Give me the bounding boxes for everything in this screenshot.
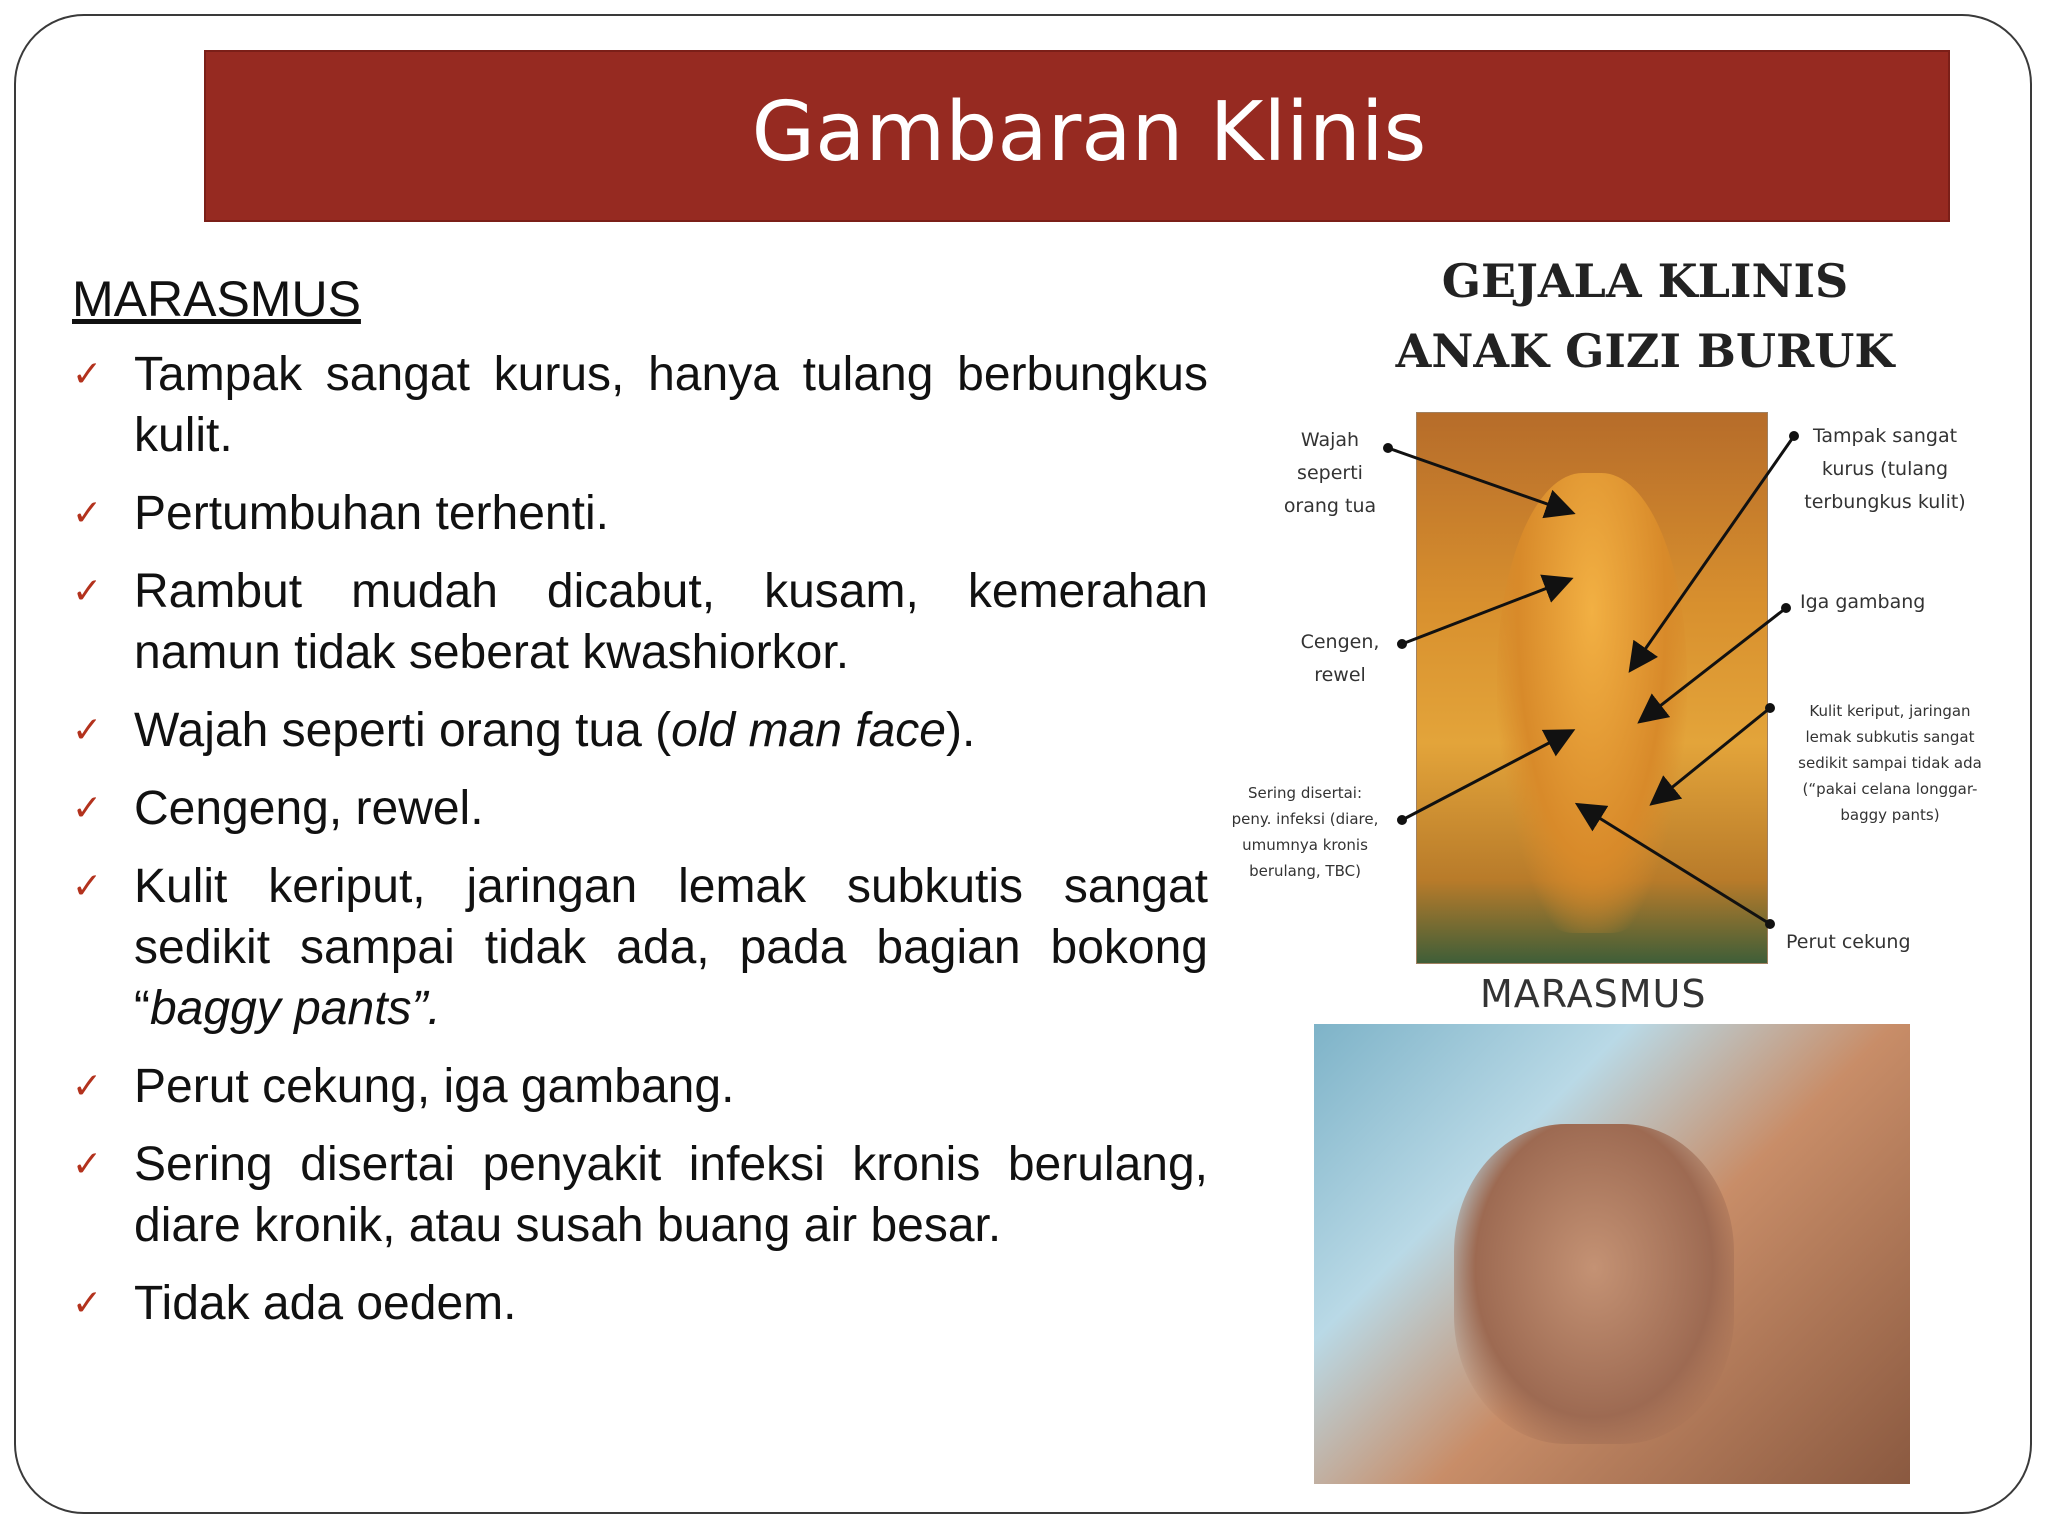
bullet-item: [72, 1273, 1208, 1334]
label-cengeng: Cengen, rewel: [1300, 631, 1380, 686]
label-sering: Sering disertai: peny. infeksi (diare, umumnya kronis berulang, TBC): [1231, 784, 1379, 880]
bullet-text-before: Kulit keriput, jaringan lemak subkutis sangat sedikit sampai tidak ada, pada bagian bokong “: [134, 860, 1208, 1035]
bullet-item: [72, 483, 1208, 544]
check-icon: ✓: [72, 493, 103, 534]
leader-dot: [1765, 703, 1775, 713]
slide-title: Gambaran Klinis: [751, 84, 1427, 180]
leader-dot: [1781, 603, 1791, 613]
bullet-text-after: ).: [946, 704, 976, 757]
bullet-text: Sering disertai penyakit infeksi kronis berulang, diare kronik, atau susah buang air besar.: [134, 1138, 1208, 1252]
bullet-text: Pertumbuhan terhenti.: [134, 487, 609, 540]
leader-dot: [1397, 639, 1407, 649]
bullet-text: Cengeng, rewel.: [134, 782, 484, 835]
bullet-text: Rambut mudah dicabut, kusam, kemerahan namun tidak seberat kwashiorkor.: [134, 565, 1208, 679]
label-wajah: Wajah seperti orang tua: [1283, 429, 1377, 517]
leader-kulit: [1654, 708, 1770, 802]
infographic-title-line: GEJALA KLINIS: [1441, 254, 1849, 308]
label-kulit: Kulit keriput, jaringan lemak subkutis sangat sedikit sampai tidak ada (“pakai celana longgar-baggy pants): [1798, 702, 1982, 824]
check-icon: ✓: [72, 1283, 103, 1324]
bullet-item: [72, 778, 1208, 839]
bullet-item: [72, 1056, 1208, 1117]
bullet-item: [72, 344, 1208, 466]
leader-perut: [1580, 806, 1770, 924]
label-tampak: Tampak sangat kurus (tulang terbungkus kulit): [1804, 425, 1966, 513]
section-heading: MARASMUS: [72, 271, 361, 327]
leader-dot: [1765, 919, 1775, 929]
infographic-title-line: ANAK GIZI BURUK: [1395, 324, 1895, 378]
leader-sering: [1402, 732, 1570, 820]
leader-lines: [1230, 236, 1990, 1016]
leader-dot: [1383, 443, 1393, 453]
check-icon: ✓: [72, 788, 103, 829]
title-bar: [204, 50, 1950, 222]
check-icon: ✓: [72, 1144, 103, 1185]
bullet-item: [72, 1134, 1208, 1256]
bullet-list: [72, 344, 1208, 1334]
check-icon: ✓: [72, 866, 103, 907]
check-icon: ✓: [72, 571, 103, 612]
check-icon: ✓: [72, 1066, 103, 1107]
check-icon: ✓: [72, 354, 103, 395]
bullet-item: [72, 561, 1208, 683]
bullet-text-italic: baggy pants”.: [149, 982, 441, 1035]
label-perut: Perut cekung: [1786, 931, 1911, 953]
leader-dot: [1789, 431, 1799, 441]
illustration-column: [1230, 236, 1990, 1506]
bullet-text: Perut cekung, iga gambang.: [134, 1060, 735, 1113]
bullet-text: Tampak sangat kurus, hanya tulang berbungkus kulit.: [134, 348, 1208, 462]
bullet-item: [72, 700, 1208, 761]
check-icon: ✓: [72, 710, 103, 751]
bullet-item: [72, 856, 1208, 1039]
bullet-text: Tidak ada oedem.: [134, 1277, 517, 1330]
buttocks-figure: [1454, 1124, 1734, 1444]
content-column: [72, 268, 1208, 1351]
leader-wajah: [1388, 448, 1570, 512]
infographic-caption: MARASMUS: [1480, 972, 1707, 1016]
label-iga: Iga gambang: [1800, 591, 1926, 613]
leader-cengeng: [1402, 580, 1568, 644]
bullet-text-italic: old man face: [671, 704, 946, 757]
leader-dot: [1397, 815, 1407, 825]
bullet-text-before: Wajah seperti orang tua (: [134, 704, 672, 757]
leader-tampak: [1632, 436, 1794, 668]
baggy-pants-photo: [1314, 1024, 1910, 1484]
